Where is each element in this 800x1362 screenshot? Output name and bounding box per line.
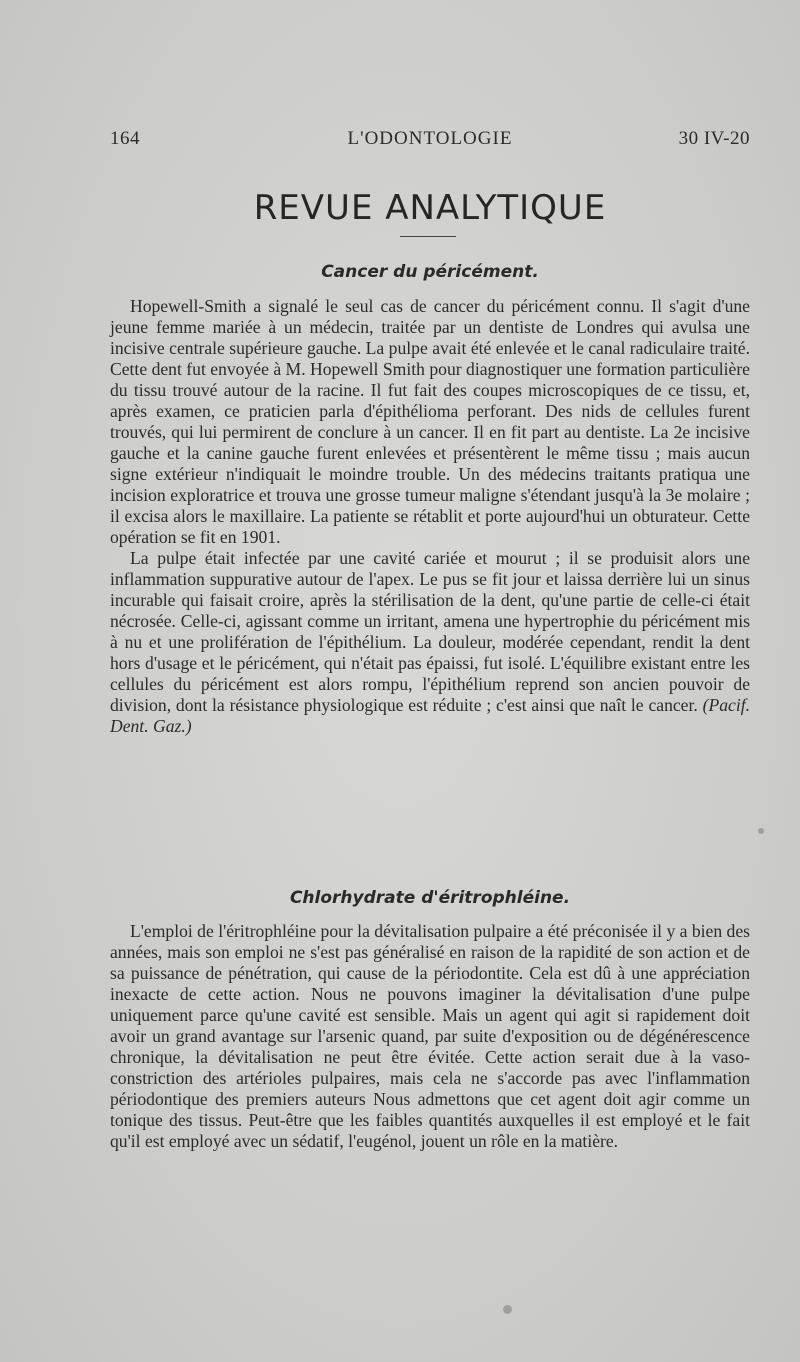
section-title: REVUE ANALYTIQUE	[253, 188, 607, 228]
ink-speck	[758, 828, 764, 834]
article-chlorhydrate	[110, 888, 750, 1152]
article-title: Cancer du péricément.	[321, 262, 539, 282]
paragraph-text: La pulpe était infectée par une cavité cariée et mourut ; il se produisit alors une inflammation suppurative autour de l'apex. Le pus se fit jour et laissa derrière lui un sinus incurable qui faisait croire, après la stérilisation de la dent, qu'une partie de celle-ci était nécrosée. Celle-ci, agissant comme un irritant, amena une hypertrophie du péricément mis à nu et une prolifération de l'épithélium. La douleur, modérée cependant, rendit la dent hors d'usage et le péricément, qui n'était pas épaissi, fut isolé. L'équilibre existant entre les cellules du péricément est alors rompu, l'épithélium reprend son ancien pouvoir de division, dont la résistance physiologique est réduite ; c'est ainsi que naît le cancer.	[110, 548, 750, 715]
ink-speck	[503, 1305, 512, 1314]
journal-title: L'ODONTOLOGIE	[347, 128, 513, 149]
article-paragraph	[110, 548, 750, 737]
running-header	[110, 128, 750, 156]
issue-date: 30 IV-20	[678, 128, 750, 149]
article-paragraph: L'emploi de l'éritrophléine pour la dévitalisation pulpaire a été préconisée il y a bien des années, mais son emploi ne s'est pas généralisé en raison de la rapidité de son action et de sa puissance de pénétration, qui cause de la périodontite. Cela est dû à une appréciation inexacte de cette action. Nous ne pouvons imaginer la dévitalisation d'une pulpe uniquement parce qu'une cavité est sensible. Mais un agent qui agit si rapidement doit avoir un grand avantage sur l'arsenic quand, par suite d'exposition ou de dégénérescence chronique, la dévitalisation ne peut être évitée. Cette action serait due à la vaso-constriction des artérioles pulpaires, mais cela ne s'accorde pas avec l'inflammation périodontique des premiers auteurs Nous admettons que cet agent doit agir comme un tonique des tissus. Peut-être que les faibles quantités auxquelles il est employé et le fait qu'il est employé avec un sédatif, l'eugénol, jouent un rôle en la matière.	[110, 921, 750, 1151]
article-title: Chlorhydrate d'éritrophléine.	[289, 888, 571, 908]
title-divider	[400, 236, 456, 237]
page-number: 164	[110, 128, 140, 149]
citation: (Pacif. Dent. Gaz.)	[110, 695, 750, 736]
article-cancer-pericement	[110, 262, 750, 737]
article-paragraph: Hopewell-Smith a signalé le seul cas de cancer du péricément connu. Il s'agit d'une jeune femme mariée à un médecin, traitée par un dentiste de Londres qui avulsa une incisive centrale supérieure gauche. La pulpe avait été enlevée et le canal radiculaire traité. Cette dent fut envoyée à M. Hopewell Smith pour diagnostiquer une formation particulière du tissu trouvé autour de la racine. Il fut fait des coupes microscopiques de ce tissu, et, après examen, ce praticien parla d'épithélioma perforant. Des nids de cellules furent trouvés, qui lui permirent de conclure à un cancer. Il en fit part au dentiste. La 2e incisive gauche et la canine gauche furent enlevées et présentèrent le même tissu ; mais aucun signe extérieur n'indiquait le moindre trouble. Un des médecins traitants pratiqua une incision exploratrice et trouva une grosse tumeur maligne s'étendant jusqu'à la 3e molaire ; il excisa alors le maxillaire. La patiente se rétablit et porte aujourd'hui un obturateur. Cette opération se fit en 1901.	[110, 296, 750, 547]
